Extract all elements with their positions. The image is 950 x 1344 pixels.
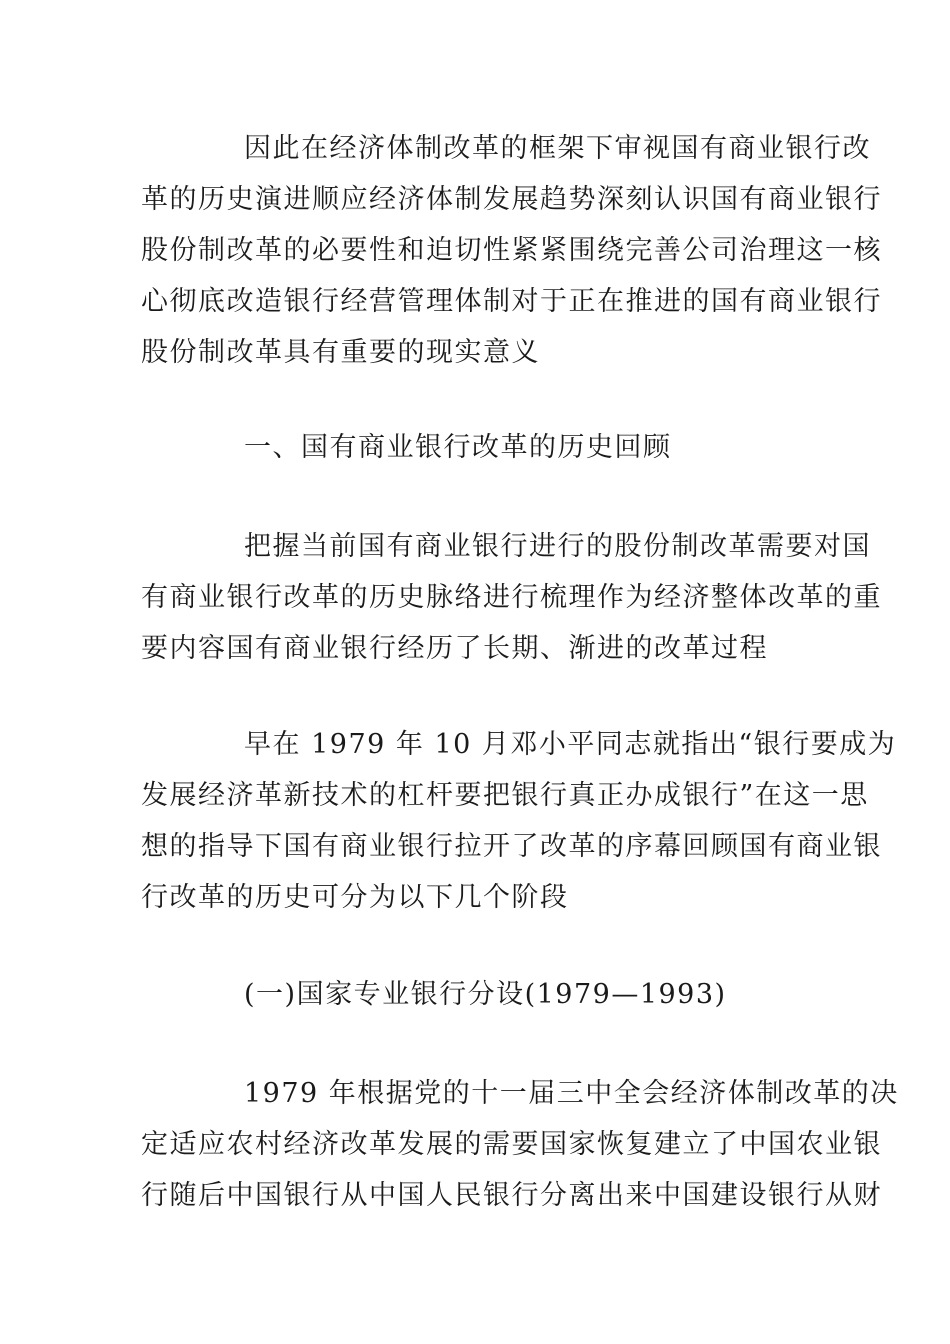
paragraph-line: 早在 1979 年 10 月邓小平同志就指出“银行要成为: [244, 729, 897, 760]
paragraph-intro: [141, 123, 882, 378]
paragraph-1979-quote: [141, 719, 897, 923]
paragraph-line: 把握当前国有商业银行进行的股份制改革需要对国: [244, 531, 871, 562]
paragraph-line: 心彻底改造银行经营管理体制对于正在推进的国有商业银行: [141, 286, 882, 317]
paragraph-line: 股份制改革的必要性和迫切性紧紧围绕完善公司治理这一核: [141, 235, 882, 266]
paragraph-line: 有商业银行改革的历史脉络进行梳理作为经济整体改革的重: [141, 582, 882, 613]
heading-text: (一)国家专业银行分设(1979—1993): [244, 979, 727, 1010]
paragraph-line: 行随后中国银行从中国人民银行分离出来中国建设银行从财: [141, 1180, 882, 1211]
paragraph-line: 发展经济革新技术的杠杆要把银行真正办成银行”在这一思: [141, 780, 869, 811]
paragraph-line: 想的指导下国有商业银行拉开了改革的序幕回顾国有商业银: [141, 831, 882, 862]
heading-text: 一、国有商业银行改革的历史回顾: [244, 432, 672, 463]
paragraph-line: 股份制改革具有重要的现实意义: [141, 337, 540, 368]
paragraph-line: 因此在经济体制改革的框架下审视国有商业银行改: [244, 133, 871, 164]
paragraph-line: 行改革的历史可分为以下几个阶段: [141, 882, 569, 913]
paragraph-line: 革的历史演进顺应经济体制发展趋势深刻认识国有商业银行: [141, 184, 882, 215]
subsection-heading-specialized-banks: [141, 969, 811, 1020]
paragraph-reform-overview: [141, 521, 882, 674]
paragraph-line: 定适应农村经济改革发展的需要国家恢复建立了中国农业银: [141, 1129, 882, 1160]
section-heading-history-review: [141, 422, 811, 473]
paragraph-1979-restructure: [141, 1068, 899, 1221]
paragraph-line: 要内容国有商业银行经历了长期、渐进的改革过程: [141, 633, 768, 664]
paragraph-line: 1979 年根据党的十一届三中全会经济体制改革的决: [244, 1078, 899, 1109]
